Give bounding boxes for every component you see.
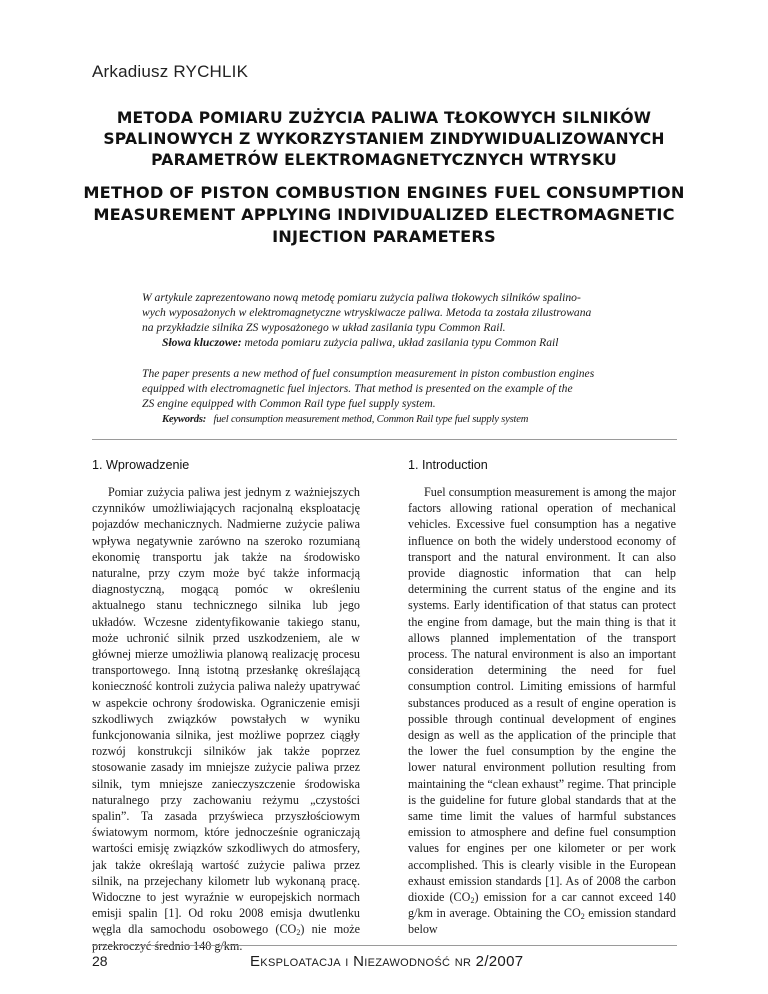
paragraph-en-text-end: emission standard below [408,906,676,937]
paragraph-en [408,484,676,938]
paragraph-pl [92,484,360,954]
abstract-en-line: equipped with electromagnetic fuel injectors. That method is presented on the example of the [142,382,573,395]
subscript: 2 [296,928,301,938]
abstract-en-line: The paper presents a new method of fuel consumption measurement in piston combustion engines [142,367,595,380]
abstract-english [142,366,677,411]
title-pl-line: METODA POMIARU ZUŻYCIA PALIWA TŁOKOWYCH SILNIKÓW [116,109,652,127]
title-en-line: INJECTION PARAMETERS [272,227,496,246]
keywords-english [162,414,528,425]
keywords-pl-text: metoda pomiaru zużycia paliwa, układ zasilania typu Common Rail [244,336,559,349]
column-english [408,484,676,938]
abstract-polish [142,290,677,335]
abstract-en-line: ZS engine equipped with Common Rail type fuel supply system. [142,397,436,410]
abstract-pl-line: W artykule zaprezentowano nową metodę pomiaru zużycia paliwa tłokowych silników spalino- [142,291,581,304]
abstract-pl-line: wych wyposażonych w elektromagnetyczne wtryskiwacze paliwa. Metoda ta została zilustrowana [142,306,592,319]
title-english [60,182,708,248]
paragraph-pl-text: Pomiar zużycia paliwa jest jednym z ważniejszych czynników umożliwiających racjonalną eksploatację pojazdów mechanicznych. Nadmierne zużycie paliwa wpływa negatywnie zarówno na szeroko rozumianą ekonomię transportu jak także na środowisko naturalne, przy czym może być także informacją diagnostyczną, mogącą pomóc w określeniu aktualnego stanu technicznego silnika lub jego układów. Wczesne zidentyfikowanie takiego stanu, może uchronić silnik przed uszkodzeniem, ale w głównej mierze umożliwia planową realizację procesu transportowego. Inną istotną przesłankę określającą konieczność kontroli zużycia paliwa należy upatrywać w aspekcie ochrony środowiska. Ograniczenie emisji szkodliwych związków powstałych w wyniku funkcjonowania silnika, jest możliwe poprzez ciągły rozwój konstrukcji silników jak także poprzez stosowanie zasady im mniejsze zużycie paliwa przez silnik, tym mniejsze zanieczyszczenie środowiska naturalnego przy zachowaniu reżymu „czystości spalin”. Ta zasada przyświeca przyszłościowym światowym normom, które jednocześnie ograniczają wartości emisję związków szkodliwych do atmosfery, jak także określają wartość zużycie paliwa przez silnik, na przejechany kilometr lub wykonaną pracę. Widoczne to jest wyraźnie w europejskich normach emisji spalin [1]. Od roku 2008 emisja dwutlenku węgla dla samochodu osobowego (CO [92,485,360,937]
section-heading-en: 1. Introduction [408,458,488,472]
keywords-en-label: Keywords: [162,414,207,425]
abstract-pl-line: na przykładzie silnika ZS wyposażonego w układ zasilania typu Common Rail. [142,321,506,334]
divider [92,439,677,440]
section-heading-pl: 1. Wprowadzenie [92,458,190,472]
footer-divider [92,945,677,946]
title-en-line: MEASUREMENT APPLYING INDIVIDUALIZED ELECTROMAGNETIC [93,205,675,224]
page-number: 28 [92,953,108,969]
paragraph-en-text: Fuel consumption measurement is among the major factors allowing rational operation of mechanical vehicles. Excessive fuel consumption has a negative influence on both the widely understood economy of transport and the natural environment. It can also provide diagnostic information that can help determining the current status of the engine and its systems. Early identification of that status can protect the engine from damage, but the main thing is that it allows planned implementation of the transport process. The natural environment is also an important consideration determining the need for fuel consumption control. Limiting emissions of harmful substances produced as a result of engine operation is possible through continual development of engines design as well as the application of the principle that the lower the fuel consumption by the engine the lower natural environment pollution resulting from maintaining the “clean exhaust” regime. That principle is the guideline for future global standards that at the same time limit the values of harmful substances emission to atmosphere and define fuel consumption values for engines per one kilometer or per work accomplished. This is clearly visible in the European exhaust emission standards [1]. As of 2008 the carbon dioxide (CO [408,485,676,905]
journal-name: Eksploatacja i Niezawodność nr 2/2007 [250,953,524,970]
keywords-en-text: fuel consumption measurement method, Common Rail type fuel supply system [213,414,529,425]
title-polish [60,108,708,171]
subscript: 2 [470,896,475,906]
author-name: Arkadiusz RYCHLIK [92,62,249,81]
keywords-pl-label: Słowa kluczowe: [162,336,242,349]
paragraph-pl-text-end: ) nie może przekroczyć średnio 140 g/km. [92,922,360,953]
column-polish [92,484,360,954]
subscript: 2 [580,912,585,922]
keywords-polish [162,336,558,349]
title-pl-line: SPALINOWYCH Z WYKORZYSTANIEM ZINDYWIDUALIZOWANYCH [103,130,665,148]
title-en-line: METHOD OF PISTON COMBUSTION ENGINES FUEL CONSUMPTION [83,183,685,202]
paragraph-en-text-mid: ) emission for a car cannot exceed 140 g/km in average. Obtaining the CO [408,890,677,921]
title-pl-line: PARAMETRÓW ELEKTROMAGNETYCZNYCH WTRYSKU [151,151,617,169]
